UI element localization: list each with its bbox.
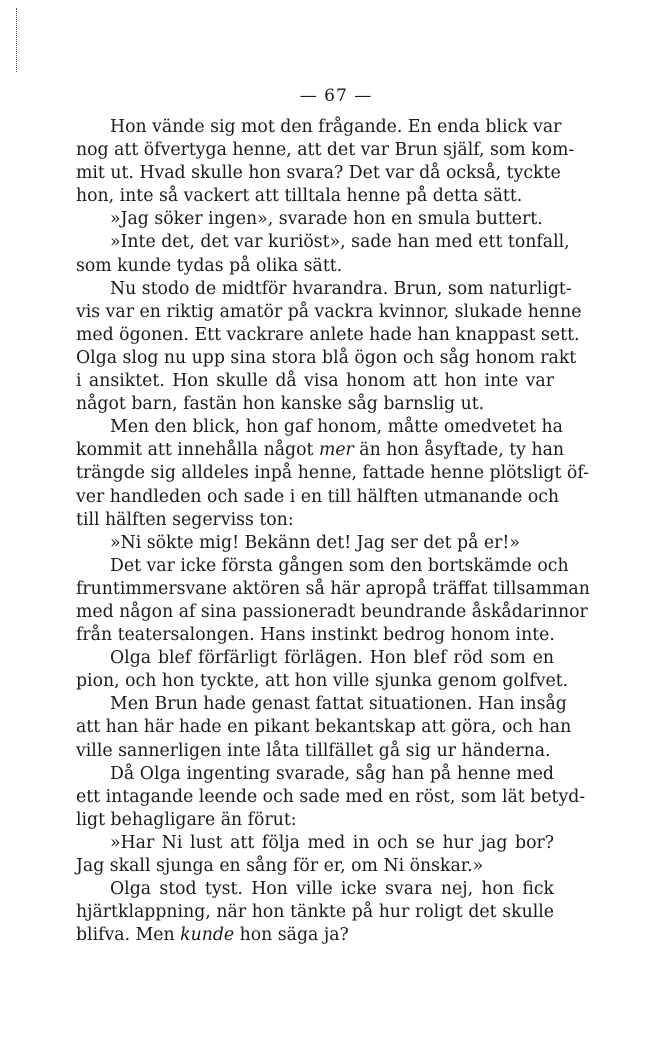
text-line: trängde sig alldeles inpå henne, fattade henne plötsligt öf- (76, 463, 589, 484)
text-line: Det var icke första gången som den bortskämde och (110, 555, 569, 576)
text-line: fruntimmersvane aktören så här apropå träffat tillsamman (76, 578, 590, 599)
text-line: Då Olga ingenting svarade, såg han på henne med (110, 763, 554, 784)
text-line: »Inte det, det var kuriöst», sade han med ett tonfall, (110, 232, 570, 253)
text-line: ville sannerligen inte låta tillfället gå sig ur händerna. (76, 740, 551, 761)
text-line: hon, inte så vackert att tilltala henne på detta sätt. (76, 186, 523, 207)
text-line: att han här hade en pikant bekantskap att göra, och han (76, 717, 572, 738)
paragraph (76, 208, 554, 231)
emphasis-word: kunde (180, 925, 235, 946)
text-line: Nu stodo de midtför hvarandra. Brun, som naturligt- (110, 278, 572, 299)
paragraph (76, 832, 554, 878)
scan-edge-mark (16, 8, 19, 72)
text-line: »Ni sökte mig! Bekänn det! Jag ser det på er!» (110, 532, 520, 553)
text-line: i ansiktet. Hon skulle då visa honom att hon inte var (76, 371, 554, 392)
text-line: »Har Ni lust att följa med in och se hur jag bor? (110, 832, 554, 853)
text-line: pion, och hon tyckte, att hon ville sjunka genom golfvet. (76, 671, 569, 692)
text-line: något barn, fastän hon kanske såg barnslig ut. (76, 394, 485, 415)
paragraph (76, 763, 586, 832)
text-line: Hon vände sig mot den frågande. En enda blick var (110, 117, 562, 137)
text-line: Men Brun hade genast fattat situationen. Han insåg (110, 694, 567, 715)
paragraph (76, 555, 590, 647)
text-line: ligt behagligare än förut: (76, 809, 297, 830)
paragraph (76, 693, 572, 762)
text-line: Olga slog nu upp sina stora blå ögon och såg honom rakt (76, 347, 577, 368)
text-line: ver handleden och sade i en till hälften utmanande och (76, 486, 560, 507)
text-line: nog att öfvertyga henne, att det var Brun själf, som kom- (76, 140, 575, 161)
text-line: som kunde tydas på olika sätt. (76, 255, 343, 276)
paragraph (76, 231, 570, 277)
page-number: — 67 — (299, 86, 373, 106)
text-line: med någon af sina passioneradt beundrande åskådarinnor (76, 601, 588, 622)
paragraph (76, 416, 589, 531)
text-line: ett intagande leende och sade med en röst, som lät betyd- (76, 786, 586, 807)
body-text (76, 116, 590, 947)
text-line: hjärtklappning, när hon tänkte på hur roligt det skulle (76, 902, 554, 923)
text-line: mit ut. Hvad skulle hon svara? Det var då också, tyckte (76, 163, 561, 184)
text-line: vis var en riktig amatör på vackra kvinnor, slukade henne (76, 301, 582, 322)
text-line: Olga stod tyst. Hon ville icke svara nej, hon fick (110, 879, 554, 900)
text-line: Olga blef förfärligt förlägen. Hon blef röd som en (110, 648, 554, 669)
paragraph (76, 278, 582, 417)
text-line: med ögonen. Ett vackrare anlete hade han knappast sett. (76, 324, 580, 345)
paragraph (76, 878, 554, 947)
paragraph (76, 116, 575, 208)
paragraph (76, 532, 554, 555)
text-line: »Jag söker ingen», svarade hon en smula buttert. (110, 209, 543, 230)
text-line: från teatersalongen. Hans instinkt bedrog honom inte. (76, 625, 555, 646)
text-line: kommit att innehålla något mer än hon åsyftade, ty han (76, 440, 565, 461)
text-line: blifva. Men kunde hon säga ja? (76, 925, 349, 946)
text-line: Jag skall sjunga en sång för er, om Ni önskar.» (76, 856, 484, 876)
text-line: till hälften segerviss ton: (76, 509, 294, 530)
emphasis-word: mer (318, 440, 354, 461)
text-line: Men den blick, hon gaf honom, måtte omedvetet ha (110, 417, 563, 438)
paragraph (76, 647, 569, 693)
